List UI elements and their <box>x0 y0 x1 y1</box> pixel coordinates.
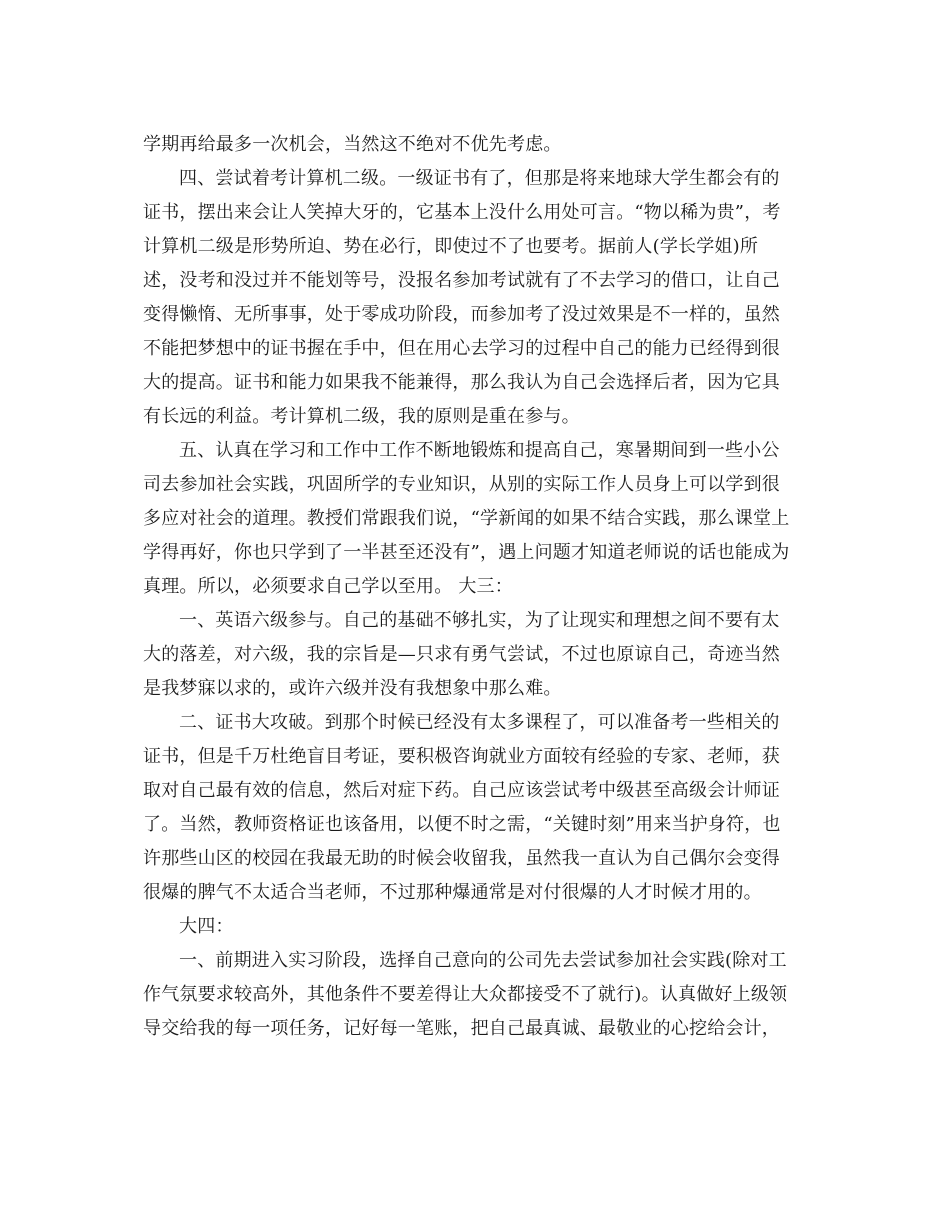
text-line: 五、认真在学习和工作中工作不断地锻炼和提高自己，寒暑期间到一些小公 <box>179 440 780 461</box>
text-line: 不能把梦想中的证书握在手中，但在用心去学习的过程中自己的能力已经得到很 <box>143 338 780 359</box>
text-line: 一、英语六级参与。自己的基础不够扎实，为了让现实和理想之间不要有太 <box>179 610 780 631</box>
text-line: 大四： <box>179 916 234 937</box>
text-line: 大的落差，对六级，我的宗旨是—只求有勇气尝试，不过也原谅自己，奇迹当然 <box>143 644 780 665</box>
text-line: 变得懒惰、无所事事，处于零成功阶段，而参加考了没过效果是不一样的，虽然 <box>143 304 780 325</box>
text-line: 证书，摆出来会让人笑掉大牙的，它基本上没什么用处可言。“物以稀为贵”，考 <box>143 202 781 223</box>
text-line: 四、尝试着考计算机二级。一级证书有了，但那是将来地球大学生都会有的 <box>179 168 780 189</box>
text-line: 一、前期进入实习阶段，选择自己意向的公司先去尝试参加社会实践(除对工 <box>179 950 787 971</box>
text-line: 大的提高。证书和能力如果我不能兼得，那么我认为自己会选择后者，因为它具 <box>143 372 780 393</box>
text-line: 作气氛要求较高外，其他条件不要差得让大众都接受不了就行)。认真做好上级领 <box>143 984 788 1005</box>
text-line: 很爆的脾气不太适合当老师，不过那种爆通常是对付很爆的人才时候才用的。 <box>143 882 762 903</box>
text-line: 是我梦寐以求的，或许六级并没有我想象中那么难。 <box>143 678 562 699</box>
text-line: 述，没考和没过并不能划等号，没报名参加考试就有了不去学习的借口，让自己 <box>143 270 780 291</box>
text-line: 多应对社会的道理。教授们常跟我们说，“学新闻的如果不结合实践，那么课堂上 <box>143 508 790 529</box>
text-line: 导交给我的每一项任务，记好每一笔账，把自己最真诚、最敬业的心挖给会计， <box>143 1018 780 1039</box>
document-body <box>143 128 809 1046</box>
text-line: 真理。所以，必须要求自己学以至用。 大三： <box>143 576 513 597</box>
text-line: 证书，但是千万杜绝盲目考证，要积极咨询就业方面较有经验的专家、老师，获 <box>143 746 780 767</box>
text-line: 学期再给最多一次机会，当然这不绝对不优先考虑。 <box>143 134 562 155</box>
text-line: 了。当然，教师资格证也该备用，以便不时之需，“关键时刻”用来当护身符，也 <box>143 814 781 835</box>
text-line: 计算机二级是形势所迫、势在必行，即使过不了也要考。据前人(学长学姐)所 <box>143 236 759 257</box>
text-line: 学得再好，你也只学到了一半甚至还没有”，遇上问题才知道老师说的话也能成为 <box>143 542 790 563</box>
text-line: 司去参加社会实践，巩固所学的专业知识，从别的实际工作人员身上可以学到很 <box>143 474 780 495</box>
text-line: 二、证书大攻破。到那个时候已经没有太多课程了，可以准备考一些相关的 <box>179 712 780 733</box>
text-line: 有长远的利益。考计算机二级，我的原则是重在参与。 <box>143 406 580 427</box>
text-line: 取对自己最有效的信息，然后对症下药。自己应该尝试考中级甚至高级会计师证 <box>143 780 780 801</box>
text-line: 许那些山区的校园在我最无助的时候会收留我，虽然我一直认为自己偶尔会变得 <box>143 848 780 869</box>
